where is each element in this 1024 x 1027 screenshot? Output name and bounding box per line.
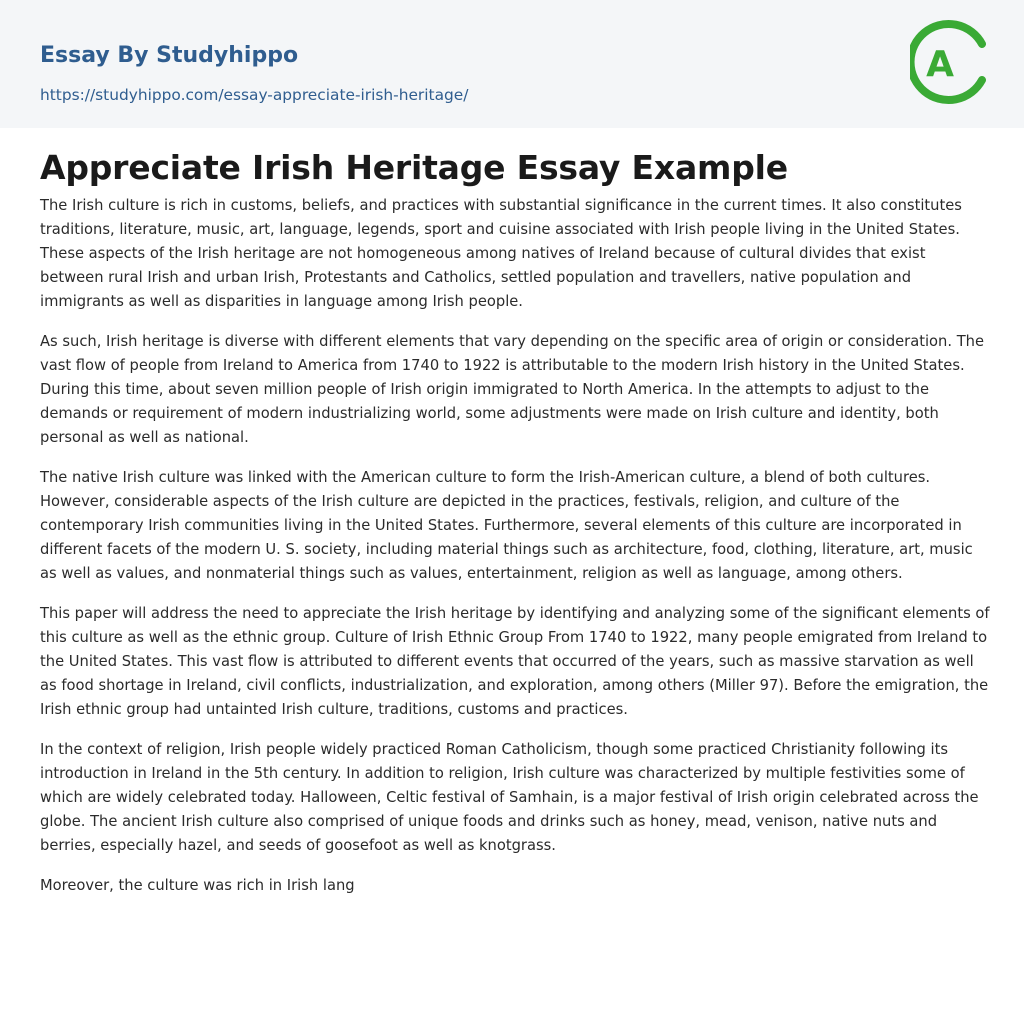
essay-paragraph: The native Irish culture was linked with the American culture to form the Irish-American culture, a blend of both cultures. However, considerable aspects of the Irish culture are depicted in the practices, festivals, religion, and culture of the contemporary Irish communities living in the United States. Furthermore, several elements of this culture are incorporated in different facets of the modern U. S. society, including material things such as architecture, food, clothing, literature, art, music as well as values, and nonmaterial things such as values, entertainment, religion as well as language, among others.: [40, 469, 973, 582]
page-title: Appreciate Irish Heritage Essay Example: [40, 148, 788, 187]
essay-body: [40, 194, 990, 914]
studyhippo-logo-icon[interactable]: [910, 16, 990, 108]
site-brand[interactable]: Essay By Studyhippo: [40, 43, 299, 68]
essay-paragraph: This paper will address the need to appreciate the Irish heritage by identifying and analyzing some of the significant elements of this culture as well as the ethnic group. Culture of Irish Ethnic Group From 1740 to 1922, many people emigrated from Ireland to the United States. This vast flow is attributed to different events that occurred of the years, such as massive starvation as well as food shortage in Ireland, civil conflicts, industrialization, and exploration, among others (Miller 97). Before the emigration, the Irish ethnic group had untainted Irish culture, traditions, customs and practices.: [40, 605, 990, 718]
site-header: [0, 0, 1024, 128]
essay-paragraph: In the context of religion, Irish people widely practiced Roman Catholicism, though some practiced Christianity following its introduction in Ireland in the 5th century. In addition to religion, Irish culture was characterized by multiple festivities some of which are widely celebrated today. Halloween, Celtic festival of Samhain, is a major festival of Irish origin celebrated across the globe. The ancient Irish culture also comprised of unique foods and drinks such as honey, mead, venison, native nuts and berries, especially hazel, and seeds of goosefoot as well as knotgrass.: [40, 741, 979, 854]
essay-paragraph: The Irish culture is rich in customs, beliefs, and practices with substantial significance in the current times. It also constitutes traditions, literature, music, art, language, legends, sport and cuisine associated with Irish people living in the United States. These aspects of the Irish heritage are not homogeneous among natives of Ireland because of cultural divides that exist between rural Irish and urban Irish, Protestants and Catholics, settled population and travellers, native population and immigrants as well as disparities in language among Irish people.: [40, 197, 962, 310]
essay-paragraph: As such, Irish heritage is diverse with different elements that vary depending on the specific area of origin or consideration. The vast flow of people from Ireland to America from 1740 to 1922 is attributable to the modern Irish history in the United States. During this time, about seven million people of Irish origin immigrated to North America. In the attempts to adjust to the demands or requirement of modern industrializing world, some adjustments were made on Irish culture and identity, both personal as well as national.: [40, 333, 985, 446]
logo-letter: A: [926, 44, 954, 85]
essay-paragraph-truncated: Moreover, the culture was rich in Irish lang: [40, 877, 355, 894]
page-url-link[interactable]: https://studyhippo.com/essay-appreciate-irish-heritage/: [40, 86, 469, 104]
